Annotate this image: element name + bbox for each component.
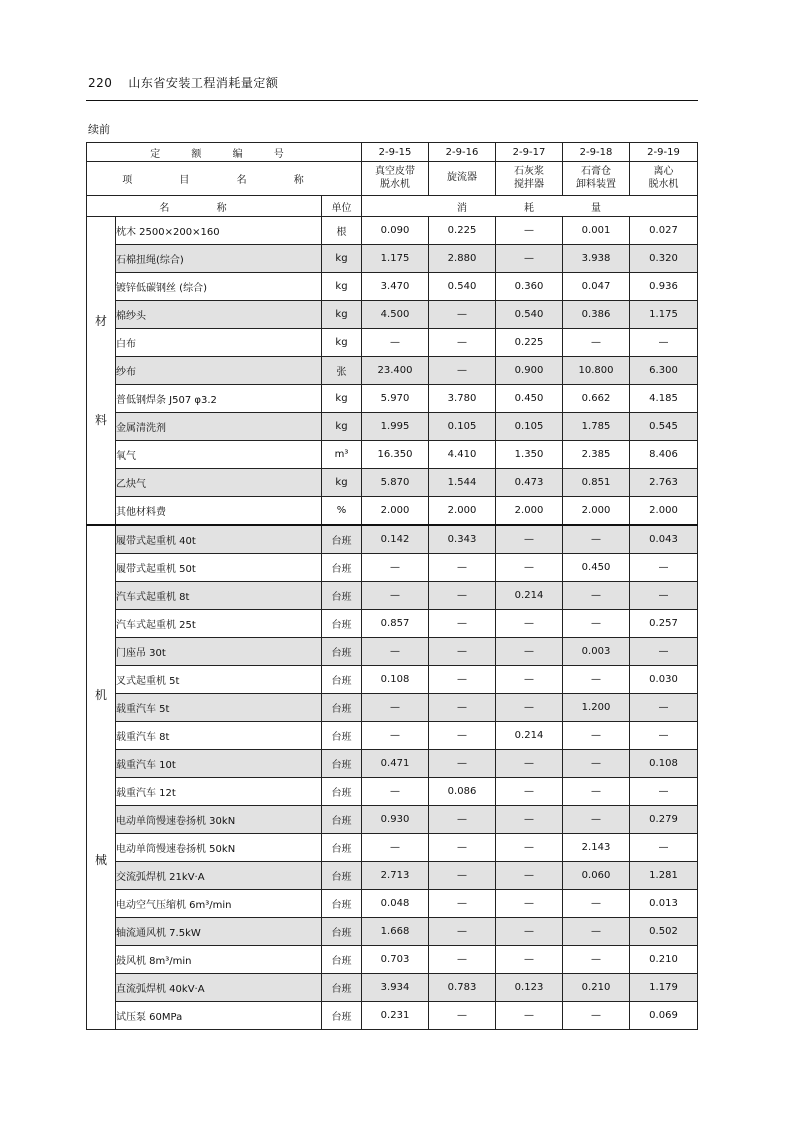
item-value: — [362, 834, 429, 862]
item-value: 0.857 [362, 610, 429, 638]
item-value: 0.851 [563, 469, 630, 497]
code-cell: 2-9-16 [429, 143, 496, 162]
item-value: 0.043 [630, 525, 698, 554]
item-value: 4.185 [630, 385, 698, 413]
item-unit: 台班 [322, 778, 362, 806]
item-value: 10.800 [563, 357, 630, 385]
consumption-header-char: 消 [429, 196, 496, 217]
item-value: 16.350 [362, 441, 429, 469]
item-value: 0.086 [429, 778, 496, 806]
item-value: — [563, 1002, 630, 1030]
item-value: 0.048 [362, 890, 429, 918]
item-value: — [429, 834, 496, 862]
item-name: 直流弧焊机 40kV·A [116, 974, 322, 1002]
category-machinery: 机 械 [87, 525, 116, 1030]
item-value: 1.175 [630, 301, 698, 329]
item-value: 0.930 [362, 806, 429, 834]
item-value: 0.540 [429, 273, 496, 301]
item-value: — [630, 834, 698, 862]
item-value: 1.179 [630, 974, 698, 1002]
item-value: 0.108 [630, 750, 698, 778]
project-cell: 石膏仓 卸料装置 [563, 162, 630, 196]
item-value: 6.300 [630, 357, 698, 385]
item-value: 2.000 [429, 497, 496, 526]
item-value: — [429, 329, 496, 357]
item-value: — [630, 722, 698, 750]
machinery-row [87, 862, 698, 890]
item-value: — [429, 666, 496, 694]
item-value: 0.471 [362, 750, 429, 778]
item-value: — [630, 694, 698, 722]
name-header: 名 称 [87, 196, 322, 217]
item-value: — [429, 722, 496, 750]
item-value: — [362, 582, 429, 610]
item-value: 3.470 [362, 273, 429, 301]
item-value: — [496, 694, 563, 722]
item-name: 电动单筒慢速卷扬机 30kN [116, 806, 322, 834]
item-name: 试压泵 60MPa [116, 1002, 322, 1030]
machinery-row [87, 1002, 698, 1030]
item-value: — [429, 806, 496, 834]
item-value: 2.713 [362, 862, 429, 890]
item-unit: 台班 [322, 974, 362, 1002]
code-row [87, 143, 698, 162]
item-name: 载重汽车 10t [116, 750, 322, 778]
machinery-row [87, 806, 698, 834]
item-value: — [429, 946, 496, 974]
item-unit: 台班 [322, 946, 362, 974]
item-name: 金属清洗剂 [116, 413, 322, 441]
page-number: 220 [88, 76, 113, 90]
item-value: — [496, 245, 563, 273]
machinery-row [87, 890, 698, 918]
item-value: 0.214 [496, 722, 563, 750]
item-value: 0.225 [429, 217, 496, 245]
consumption-header-spacer [630, 196, 698, 217]
item-name: 白布 [116, 329, 322, 357]
item-value: — [496, 610, 563, 638]
item-value: — [496, 638, 563, 666]
item-name: 汽车式起重机 25t [116, 610, 322, 638]
item-value: — [429, 890, 496, 918]
item-value: — [563, 525, 630, 554]
item-value: 0.069 [630, 1002, 698, 1030]
machinery-row [87, 610, 698, 638]
item-value: 8.406 [630, 441, 698, 469]
item-value: 0.360 [496, 273, 563, 301]
header-rule [86, 100, 698, 101]
item-unit: 台班 [322, 554, 362, 582]
item-value: — [362, 778, 429, 806]
item-value: — [563, 890, 630, 918]
item-value: 2.000 [563, 497, 630, 526]
unit-header: 单位 [322, 196, 362, 217]
project-label: 项 目 名 称 [87, 162, 362, 196]
item-value: — [630, 554, 698, 582]
item-value: — [496, 806, 563, 834]
item-value: — [563, 610, 630, 638]
item-name: 纱布 [116, 357, 322, 385]
item-value: 0.090 [362, 217, 429, 245]
item-name: 交流弧焊机 21kV·A [116, 862, 322, 890]
item-value: 2.880 [429, 245, 496, 273]
item-value: 0.027 [630, 217, 698, 245]
item-value: — [429, 357, 496, 385]
item-value: — [563, 918, 630, 946]
item-value: 1.175 [362, 245, 429, 273]
item-value: 0.210 [563, 974, 630, 1002]
item-name: 载重汽车 12t [116, 778, 322, 806]
item-unit: 台班 [322, 806, 362, 834]
item-unit: 台班 [322, 750, 362, 778]
item-name: 履带式起重机 40t [116, 525, 322, 554]
item-value: 2.000 [362, 497, 429, 526]
item-name: 门座吊 30t [116, 638, 322, 666]
code-cell: 2-9-17 [496, 143, 563, 162]
book-title: 山东省安装工程消耗量定额 [128, 76, 279, 90]
item-value: 1.544 [429, 469, 496, 497]
item-value: 1.785 [563, 413, 630, 441]
item-value: — [563, 722, 630, 750]
item-value: — [496, 890, 563, 918]
item-value: 0.473 [496, 469, 563, 497]
item-value: 0.450 [563, 554, 630, 582]
item-value: 5.970 [362, 385, 429, 413]
item-value: 0.900 [496, 357, 563, 385]
item-value: 0.386 [563, 301, 630, 329]
material-row [87, 217, 698, 245]
item-value: 2.000 [630, 497, 698, 526]
item-value: 0.320 [630, 245, 698, 273]
item-value: 0.703 [362, 946, 429, 974]
item-unit: kg [322, 385, 362, 413]
machinery-row [87, 694, 698, 722]
item-value: — [496, 525, 563, 554]
machinery-row [87, 525, 698, 554]
item-unit: kg [322, 329, 362, 357]
item-unit: 台班 [322, 1002, 362, 1030]
item-value: — [429, 862, 496, 890]
item-value: 2.143 [563, 834, 630, 862]
material-row [87, 245, 698, 273]
item-name: 普低钢焊条 J507 φ3.2 [116, 385, 322, 413]
page-header [88, 74, 698, 98]
item-value: 0.936 [630, 273, 698, 301]
item-unit: 根 [322, 217, 362, 245]
item-unit: kg [322, 413, 362, 441]
machinery-row [87, 722, 698, 750]
material-row [87, 301, 698, 329]
project-cell: 石灰浆 搅拌器 [496, 162, 563, 196]
item-value: 1.995 [362, 413, 429, 441]
item-value: 0.662 [563, 385, 630, 413]
project-cell: 真空皮带 脱水机 [362, 162, 429, 196]
item-value: — [496, 862, 563, 890]
machinery-row [87, 778, 698, 806]
item-name: 叉式起重机 5t [116, 666, 322, 694]
item-value: 23.400 [362, 357, 429, 385]
item-value: 0.001 [563, 217, 630, 245]
project-cell: 旋流器 [429, 162, 496, 196]
item-value: 0.013 [630, 890, 698, 918]
item-value: 0.105 [429, 413, 496, 441]
project-row [87, 162, 698, 196]
item-value: 0.123 [496, 974, 563, 1002]
item-name: 枕木 2500×200×160 [116, 217, 322, 245]
item-value: 0.214 [496, 582, 563, 610]
item-value: — [496, 946, 563, 974]
machinery-row [87, 750, 698, 778]
item-value: — [563, 329, 630, 357]
item-name: 棉纱头 [116, 301, 322, 329]
item-value: 1.200 [563, 694, 630, 722]
item-unit: 台班 [322, 694, 362, 722]
code-cell: 2-9-18 [563, 143, 630, 162]
item-value: — [429, 918, 496, 946]
column-header-row [87, 196, 698, 217]
item-value: — [630, 582, 698, 610]
item-value: 0.060 [563, 862, 630, 890]
item-name: 鼓风机 8m³/min [116, 946, 322, 974]
item-value: 2.763 [630, 469, 698, 497]
item-value: 0.502 [630, 918, 698, 946]
material-row [87, 441, 698, 469]
item-unit: kg [322, 301, 362, 329]
item-value: — [429, 301, 496, 329]
item-unit: 台班 [322, 834, 362, 862]
item-value: — [496, 750, 563, 778]
item-value: — [362, 722, 429, 750]
project-cell: 离心 脱水机 [630, 162, 698, 196]
item-value: 3.934 [362, 974, 429, 1002]
category-materials: 材 料 [87, 217, 116, 526]
item-value: 0.225 [496, 329, 563, 357]
item-value: — [496, 217, 563, 245]
item-value: — [496, 834, 563, 862]
item-value: — [496, 778, 563, 806]
item-value: — [496, 918, 563, 946]
item-value: — [429, 694, 496, 722]
code-cell: 2-9-15 [362, 143, 429, 162]
item-unit: 台班 [322, 890, 362, 918]
item-value: 2.000 [496, 497, 563, 526]
item-name: 石棉扭绳(综合) [116, 245, 322, 273]
item-name: 乙炔气 [116, 469, 322, 497]
machinery-row [87, 974, 698, 1002]
machinery-row [87, 554, 698, 582]
item-value: 3.780 [429, 385, 496, 413]
machinery-row [87, 918, 698, 946]
item-value: — [563, 946, 630, 974]
item-value: 0.231 [362, 1002, 429, 1030]
item-value: — [563, 666, 630, 694]
item-value: — [563, 750, 630, 778]
item-value: 0.540 [496, 301, 563, 329]
item-unit: 张 [322, 357, 362, 385]
item-unit: m³ [322, 441, 362, 469]
item-value: 0.783 [429, 974, 496, 1002]
item-value: 0.545 [630, 413, 698, 441]
material-row [87, 385, 698, 413]
item-value: — [630, 329, 698, 357]
item-name: 电动单筒慢速卷扬机 50kN [116, 834, 322, 862]
item-value: 0.210 [630, 946, 698, 974]
machinery-row [87, 638, 698, 666]
item-value: 5.870 [362, 469, 429, 497]
item-name: 电动空气压缩机 6m³/min [116, 890, 322, 918]
material-row [87, 497, 698, 526]
item-unit: kg [322, 245, 362, 273]
item-unit: kg [322, 273, 362, 301]
material-row [87, 273, 698, 301]
material-row [87, 329, 698, 357]
item-unit: % [322, 497, 362, 526]
machinery-row [87, 666, 698, 694]
item-value: — [496, 1002, 563, 1030]
machinery-row [87, 946, 698, 974]
item-value: — [429, 610, 496, 638]
item-value: 4.500 [362, 301, 429, 329]
item-value: — [630, 638, 698, 666]
material-row [87, 357, 698, 385]
item-value: 0.108 [362, 666, 429, 694]
item-value: — [630, 778, 698, 806]
item-value: — [429, 554, 496, 582]
item-unit: 台班 [322, 582, 362, 610]
item-unit: 台班 [322, 666, 362, 694]
item-value: — [362, 329, 429, 357]
item-value: — [496, 666, 563, 694]
item-value: 0.105 [496, 413, 563, 441]
item-value: — [362, 554, 429, 582]
item-value: — [429, 582, 496, 610]
consumption-header-char: 量 [563, 196, 630, 217]
item-value: 4.410 [429, 441, 496, 469]
item-value: — [362, 638, 429, 666]
item-unit: kg [322, 469, 362, 497]
item-name: 其他材料费 [116, 497, 322, 526]
item-name: 载重汽车 5t [116, 694, 322, 722]
item-value: 0.279 [630, 806, 698, 834]
item-value: — [496, 554, 563, 582]
item-name: 载重汽车 8t [116, 722, 322, 750]
item-value: 0.030 [630, 666, 698, 694]
item-unit: 台班 [322, 862, 362, 890]
item-value: 1.350 [496, 441, 563, 469]
item-value: 2.385 [563, 441, 630, 469]
item-name: 氧气 [116, 441, 322, 469]
machinery-row [87, 834, 698, 862]
item-value: 1.668 [362, 918, 429, 946]
item-value: — [563, 582, 630, 610]
item-value: — [429, 638, 496, 666]
material-row [87, 413, 698, 441]
item-value: 0.142 [362, 525, 429, 554]
item-unit: 台班 [322, 638, 362, 666]
item-value: 0.047 [563, 273, 630, 301]
item-value: 0.450 [496, 385, 563, 413]
item-value: — [563, 778, 630, 806]
item-name: 轴流通风机 7.5kW [116, 918, 322, 946]
item-value: — [362, 694, 429, 722]
item-name: 汽车式起重机 8t [116, 582, 322, 610]
code-cell: 2-9-19 [630, 143, 698, 162]
item-value: 3.938 [563, 245, 630, 273]
machinery-row [87, 582, 698, 610]
item-unit: 台班 [322, 722, 362, 750]
material-row [87, 469, 698, 497]
item-value: 0.257 [630, 610, 698, 638]
item-name: 镀锌低碳钢丝 (综合) [116, 273, 322, 301]
continued-label: 续前 [88, 123, 110, 136]
item-unit: 台班 [322, 918, 362, 946]
item-value: — [429, 1002, 496, 1030]
item-value: 1.281 [630, 862, 698, 890]
consumption-header-spacer [362, 196, 429, 217]
quota-table [86, 142, 698, 1030]
item-value: 0.343 [429, 525, 496, 554]
item-name: 履带式起重机 50t [116, 554, 322, 582]
item-unit: 台班 [322, 525, 362, 554]
consumption-header-char: 耗 [496, 196, 563, 217]
item-value: — [563, 806, 630, 834]
item-value: 0.003 [563, 638, 630, 666]
code-label: 定 额 编 号 [87, 143, 362, 162]
item-unit: 台班 [322, 610, 362, 638]
item-value: — [429, 750, 496, 778]
